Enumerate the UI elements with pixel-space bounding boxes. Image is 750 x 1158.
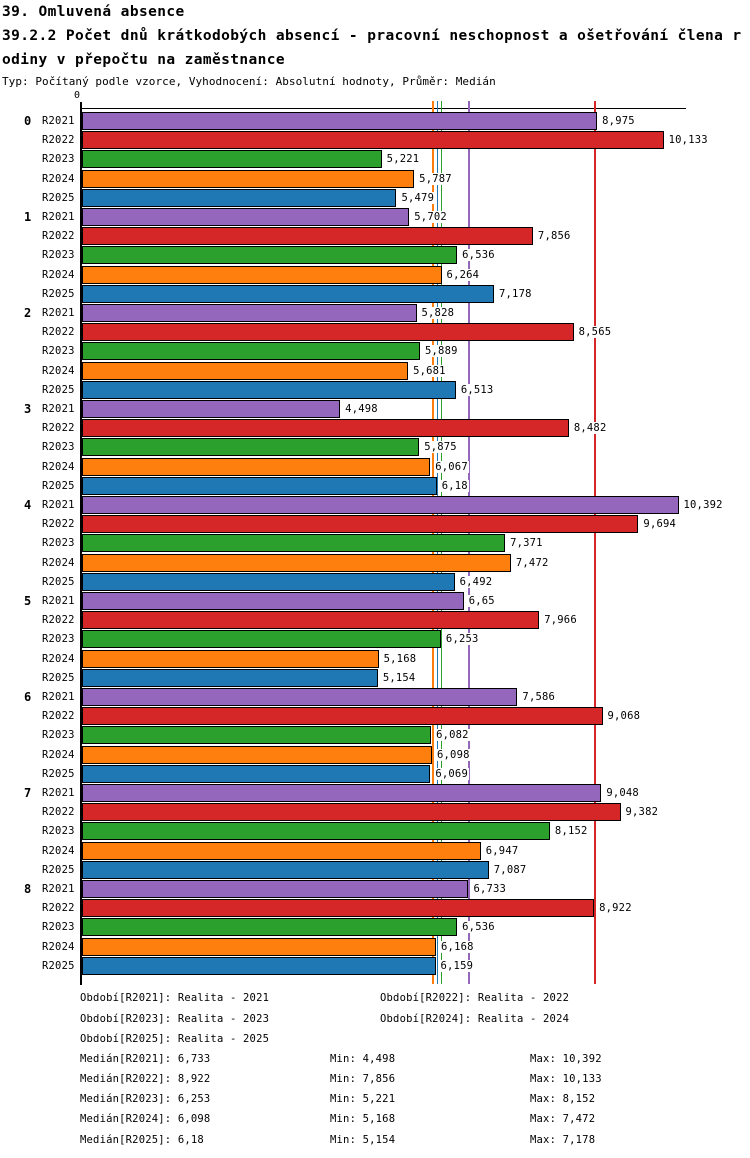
- bar-8-r2022: [82, 899, 594, 917]
- bar-5-r2025: [82, 669, 378, 687]
- bar-series-label: R2022: [42, 518, 75, 531]
- bar-6-r2021: [82, 688, 517, 706]
- bar-value-label: 6,65: [468, 595, 495, 607]
- bar-1-r2022: [82, 227, 533, 245]
- stat-median-r2023: Medián[R2023]: 6,253: [80, 1093, 211, 1105]
- bar-value-label: 9,382: [625, 806, 659, 819]
- bar-value-label: 6,069: [435, 767, 468, 780]
- bar-value-label: 6,733: [473, 883, 507, 895]
- bar-series-label: R2022: [42, 614, 75, 627]
- group-label-6: 6: [24, 690, 32, 704]
- bar-7-r2021: [82, 784, 601, 802]
- stat-min-r2021: Min: 4,498: [330, 1053, 396, 1065]
- bar-1-r2025: [82, 285, 494, 303]
- group-label-4: 4: [24, 498, 32, 512]
- bar-value-label: 7,472: [515, 556, 549, 569]
- bar-series-label: R2021: [42, 307, 75, 319]
- bar-series-label: R2023: [42, 921, 75, 934]
- bar-value-label: 9,694: [643, 518, 677, 531]
- bar-series-label: R2024: [42, 460, 75, 473]
- stat-max-r2025: Max: 7,178: [530, 1134, 596, 1146]
- bar-value-label: 8,975: [602, 115, 635, 127]
- bar-series-label: R2024: [42, 364, 75, 377]
- bar-8-r2024: [82, 938, 436, 956]
- bar-value-label: 5,889: [425, 345, 458, 358]
- bar-series-label: R2025: [42, 287, 75, 300]
- bar-value-label: 5,479: [401, 191, 435, 204]
- bar-series-label: R2023: [42, 825, 75, 838]
- bar-2-r2024: [82, 362, 408, 380]
- bar-series-label: R2023: [42, 729, 75, 742]
- bar-7-r2022: [82, 803, 621, 821]
- bar-value-label: 6,536: [462, 921, 495, 934]
- bar-value-label: 7,178: [499, 287, 532, 300]
- bar-value-label: 8,565: [578, 326, 612, 339]
- bar-8-r2023: [82, 918, 457, 936]
- group-label-1: 1: [24, 210, 32, 224]
- bar-value-label: 6,067: [435, 460, 468, 473]
- bar-value-label: 4,498: [345, 403, 378, 415]
- stat-median-r2024: Medián[R2024]: 6,098: [80, 1113, 211, 1125]
- group-label-3: 3: [24, 402, 32, 416]
- axis-origin-label: 0: [74, 90, 81, 101]
- group-label-8: 8: [24, 882, 32, 896]
- bar-series-label: R2024: [42, 652, 75, 665]
- bar-series-label: R2024: [42, 556, 75, 569]
- bar-value-label: 5,168: [383, 652, 417, 665]
- bar-5-r2024: [82, 650, 379, 668]
- bar-series-label: R2022: [42, 134, 75, 147]
- bar-series-label: R2023: [42, 153, 75, 166]
- bar-value-label: 5,875: [424, 441, 457, 454]
- bar-0-r2022: [82, 131, 664, 149]
- page-title: 39. Omluvená absence: [2, 4, 185, 20]
- bar-value-label: 5,702: [414, 211, 447, 223]
- bar-series-label: R2021: [42, 115, 75, 127]
- bar-5-r2023: [82, 630, 441, 648]
- bar-3-r2022: [82, 419, 569, 437]
- bar-7-r2025: [82, 861, 489, 879]
- bar-2-r2023: [82, 342, 420, 360]
- bar-series-label: R2022: [42, 422, 75, 435]
- bar-series-label: R2025: [42, 671, 75, 684]
- bar-series-label: R2021: [42, 211, 75, 223]
- bar-value-label: 8,482: [573, 422, 607, 435]
- legend-item-r2021: Období[R2021]: Realita - 2021: [80, 992, 270, 1004]
- bar-1-r2024: [82, 266, 442, 284]
- legend-item-r2024: Období[R2024]: Realita - 2024: [380, 1013, 570, 1025]
- bar-8-r2025: [82, 957, 436, 975]
- bar-series-label: R2025: [42, 479, 75, 492]
- bar-3-r2021: [82, 400, 340, 418]
- bar-series-label: R2024: [42, 748, 75, 761]
- bar-4-r2025: [82, 573, 455, 591]
- bar-7-r2023: [82, 822, 550, 840]
- bar-value-label: 10,392: [683, 499, 723, 511]
- bar-value-label: 6,159: [440, 959, 474, 972]
- bar-series-label: R2022: [42, 806, 75, 819]
- bar-series-label: R2021: [42, 403, 75, 415]
- bar-series-label: R2025: [42, 863, 75, 876]
- bar-value-label: 6,536: [462, 249, 495, 262]
- stat-min-r2024: Min: 5,168: [330, 1113, 396, 1125]
- bar-value-label: 6,082: [436, 729, 469, 742]
- bar-value-label: 9,068: [607, 710, 641, 723]
- bar-6-r2022: [82, 707, 603, 725]
- bar-series-label: R2023: [42, 537, 75, 550]
- bar-value-label: 5,828: [421, 307, 455, 319]
- bar-series-label: R2023: [42, 345, 75, 358]
- legend-item-r2025: Období[R2025]: Realita - 2025: [80, 1033, 270, 1045]
- chart-subtitle: Typ: Počítaný podle vzorce, Vyhodnocení: Absolutní hodnoty, Průměr: Medián: [2, 75, 496, 88]
- bar-value-label: 7,087: [493, 863, 527, 876]
- bar-value-label: 5,221: [386, 153, 420, 166]
- bar-value-label: 10,133: [668, 134, 708, 147]
- bar-6-r2025: [82, 765, 430, 783]
- bar-value-label: 9,048: [606, 787, 639, 799]
- bar-value-label: 8,152: [554, 825, 588, 838]
- bar-series-label: R2023: [42, 249, 75, 262]
- bar-4-r2023: [82, 534, 505, 552]
- bar-series-label: R2024: [42, 844, 75, 857]
- bar-7-r2024: [82, 842, 481, 860]
- bar-value-label: 6,098: [437, 748, 470, 761]
- group-label-2: 2: [24, 306, 32, 320]
- bar-6-r2023: [82, 726, 431, 744]
- bar-5-r2021: [82, 592, 464, 610]
- stat-median-r2021: Medián[R2021]: 6,733: [80, 1053, 211, 1065]
- bar-4-r2024: [82, 554, 511, 572]
- stat-max-r2022: Max: 10,133: [530, 1073, 602, 1085]
- bar-series-label: R2022: [42, 902, 75, 915]
- chart-title-line1: 39.2.2 Počet dnů krátkodobých absencí - pracovní neschopnost a ošetřování člena r: [2, 28, 742, 44]
- bar-value-label: 6,947: [485, 844, 519, 857]
- group-label-5: 5: [24, 594, 32, 608]
- stat-max-r2023: Max: 8,152: [530, 1093, 596, 1105]
- chart-title-line2: odiny v přepočtu na zaměstnance: [2, 52, 286, 68]
- bar-6-r2024: [82, 746, 432, 764]
- bar-0-r2025: [82, 189, 396, 207]
- bar-value-label: 7,586: [522, 691, 556, 703]
- bar-8-r2021: [82, 880, 468, 898]
- bar-1-r2023: [82, 246, 457, 264]
- bar-2-r2025: [82, 381, 456, 399]
- bar-series-label: R2021: [42, 595, 75, 607]
- bar-series-label: R2022: [42, 710, 75, 723]
- stat-min-r2023: Min: 5,221: [330, 1093, 396, 1105]
- bar-1-r2021: [82, 208, 409, 226]
- bar-0-r2021: [82, 112, 597, 130]
- bar-value-label: 5,787: [419, 172, 452, 185]
- bar-value-label: 6,253: [445, 633, 479, 646]
- bar-series-label: R2021: [42, 691, 75, 703]
- bar-value-label: 7,856: [537, 230, 571, 243]
- bar-value-label: 6,168: [441, 940, 474, 953]
- bar-value-label: 7,966: [544, 614, 577, 627]
- median-line-r2022: [594, 101, 596, 984]
- stat-median-r2022: Medián[R2022]: 8,922: [80, 1073, 211, 1085]
- bar-3-r2024: [82, 458, 430, 476]
- bar-value-label: 6,264: [446, 268, 480, 281]
- bar-value-label: 6,18: [441, 479, 468, 492]
- bar-0-r2023: [82, 150, 382, 168]
- bar-series-label: R2023: [42, 633, 75, 646]
- bar-series-label: R2024: [42, 268, 75, 281]
- bar-2-r2022: [82, 323, 574, 341]
- stat-median-r2025: Medián[R2025]: 6,18: [80, 1134, 204, 1146]
- bar-series-label: R2021: [42, 499, 75, 511]
- legend-item-r2023: Období[R2023]: Realita - 2023: [80, 1013, 270, 1025]
- bar-value-label: 6,513: [460, 383, 494, 396]
- bar-4-r2021: [82, 496, 679, 514]
- bar-series-label: R2025: [42, 767, 75, 780]
- legend-item-r2022: Období[R2022]: Realita - 2022: [380, 992, 570, 1004]
- bar-2-r2021: [82, 304, 417, 322]
- bar-3-r2025: [82, 477, 437, 495]
- stat-max-r2024: Max: 7,472: [530, 1113, 596, 1125]
- bar-series-label: R2022: [42, 230, 75, 243]
- bar-series-label: R2021: [42, 787, 75, 799]
- bar-series-label: R2024: [42, 940, 75, 953]
- bar-series-label: R2025: [42, 191, 75, 204]
- bar-series-label: R2025: [42, 575, 75, 588]
- bar-series-label: R2022: [42, 326, 75, 339]
- bar-value-label: 6,492: [459, 575, 493, 588]
- stat-min-r2025: Min: 5,154: [330, 1134, 396, 1146]
- group-label-7: 7: [24, 786, 32, 800]
- bar-value-label: 5,154: [382, 671, 416, 684]
- bar-5-r2022: [82, 611, 539, 629]
- bar-series-label: R2024: [42, 172, 75, 185]
- bar-value-label: 7,371: [510, 537, 543, 550]
- bar-series-label: R2021: [42, 883, 75, 895]
- stat-max-r2021: Max: 10,392: [530, 1053, 602, 1065]
- bar-4-r2022: [82, 515, 638, 533]
- bar-0-r2024: [82, 170, 414, 188]
- bar-3-r2023: [82, 438, 419, 456]
- group-label-0: 0: [24, 114, 32, 128]
- bar-series-label: R2025: [42, 383, 75, 396]
- bar-series-label: R2023: [42, 441, 75, 454]
- bar-value-label: 5,681: [413, 364, 446, 377]
- stat-min-r2022: Min: 7,856: [330, 1073, 396, 1085]
- bar-series-label: R2025: [42, 959, 75, 972]
- bar-value-label: 8,922: [599, 902, 632, 915]
